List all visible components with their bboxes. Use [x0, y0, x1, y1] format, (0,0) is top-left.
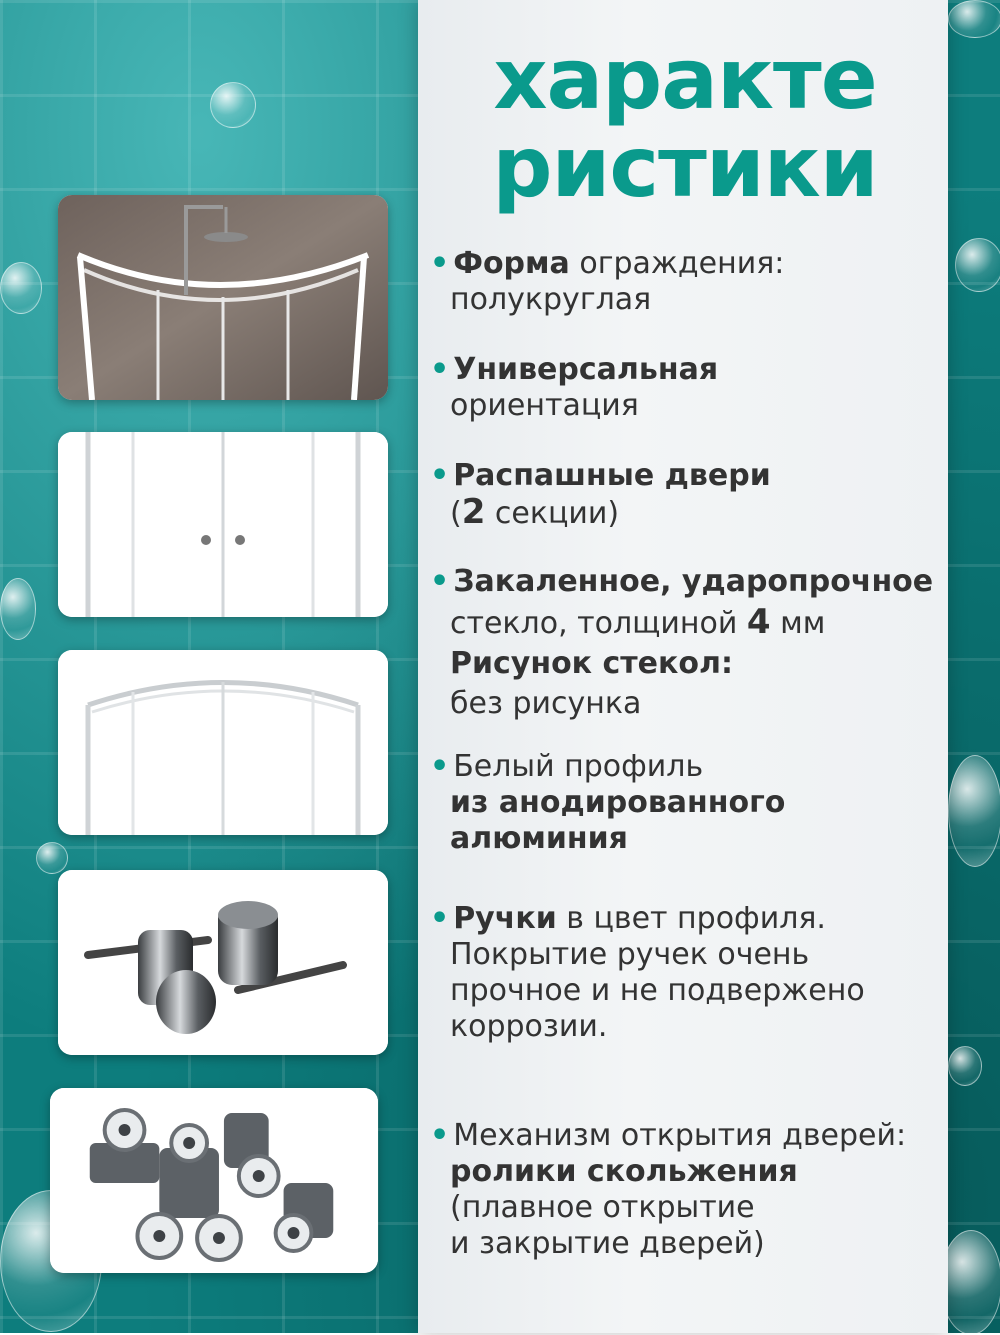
feature-text: стекло, толщиной — [450, 606, 747, 641]
feature-mechanism — [430, 1118, 950, 1262]
title-line-2: ристики — [492, 118, 878, 216]
feature-doors — [430, 458, 950, 532]
feature-text: ориентация — [450, 388, 639, 423]
water-bubble — [955, 238, 1000, 292]
water-bubble — [948, 0, 1000, 38]
feature-text: без рисунка — [450, 686, 642, 721]
feature-label: ролики скольжения — [450, 1154, 798, 1189]
feature-label: Закаленное, ударопрочное — [453, 564, 934, 599]
feature-label: из анодированного — [450, 785, 786, 820]
bullet-icon: • — [430, 901, 450, 936]
feature-text: коррозии. — [450, 1009, 608, 1044]
sliding-rollers-photo — [50, 1088, 378, 1273]
feature-text: (плавное открытие — [450, 1190, 755, 1225]
water-bubble — [210, 82, 256, 128]
feature-text: мм — [770, 606, 826, 641]
arched-frame-view — [58, 650, 388, 835]
bullet-icon: • — [430, 564, 450, 599]
feature-text: секции) — [485, 496, 620, 531]
feature-label: Форма — [453, 246, 570, 281]
feature-text: ограждения: — [569, 246, 785, 281]
water-bubble — [0, 262, 42, 314]
bullet-icon: • — [430, 246, 450, 281]
feature-text: ( — [450, 496, 462, 531]
feature-text: Покрытие ручек очень — [450, 937, 810, 972]
feature-profile — [430, 749, 950, 857]
title-line-1: характе — [493, 30, 877, 128]
feature-text: полукруглая — [450, 282, 652, 317]
bullet-icon: • — [430, 749, 450, 784]
chrome-handles-photo — [58, 870, 388, 1055]
feature-number: 2 — [461, 492, 486, 532]
feature-text: Белый профиль — [453, 749, 704, 784]
feature-label: Рисунок стекол: — [450, 646, 733, 681]
bullet-icon: • — [430, 1118, 450, 1153]
feature-glass — [430, 562, 950, 724]
feature-label: алюминия — [450, 821, 628, 856]
feature-handles — [430, 901, 950, 1045]
water-bubble — [36, 842, 68, 874]
swing-doors-front-view — [58, 432, 388, 617]
feature-label: Распашные двери — [453, 458, 771, 493]
page-title — [430, 30, 940, 216]
feature-number: 4 — [746, 602, 771, 642]
water-bubble — [948, 1046, 982, 1086]
feature-shape — [430, 246, 950, 318]
feature-orientation — [430, 352, 950, 424]
shower-enclosure-photo — [58, 195, 388, 400]
feature-text: прочное и не подвержено — [450, 973, 865, 1008]
feature-text: Механизм открытия дверей: — [453, 1118, 907, 1153]
feature-label: Универсальная — [453, 352, 719, 387]
feature-text: в цвет профиля. — [556, 901, 826, 936]
feature-text: и закрытие дверей) — [450, 1226, 765, 1261]
bullet-icon: • — [430, 458, 450, 493]
feature-label: Ручки — [453, 901, 557, 936]
water-bubble — [0, 578, 36, 640]
bullet-icon: • — [430, 352, 450, 387]
water-bubble — [948, 755, 1000, 867]
